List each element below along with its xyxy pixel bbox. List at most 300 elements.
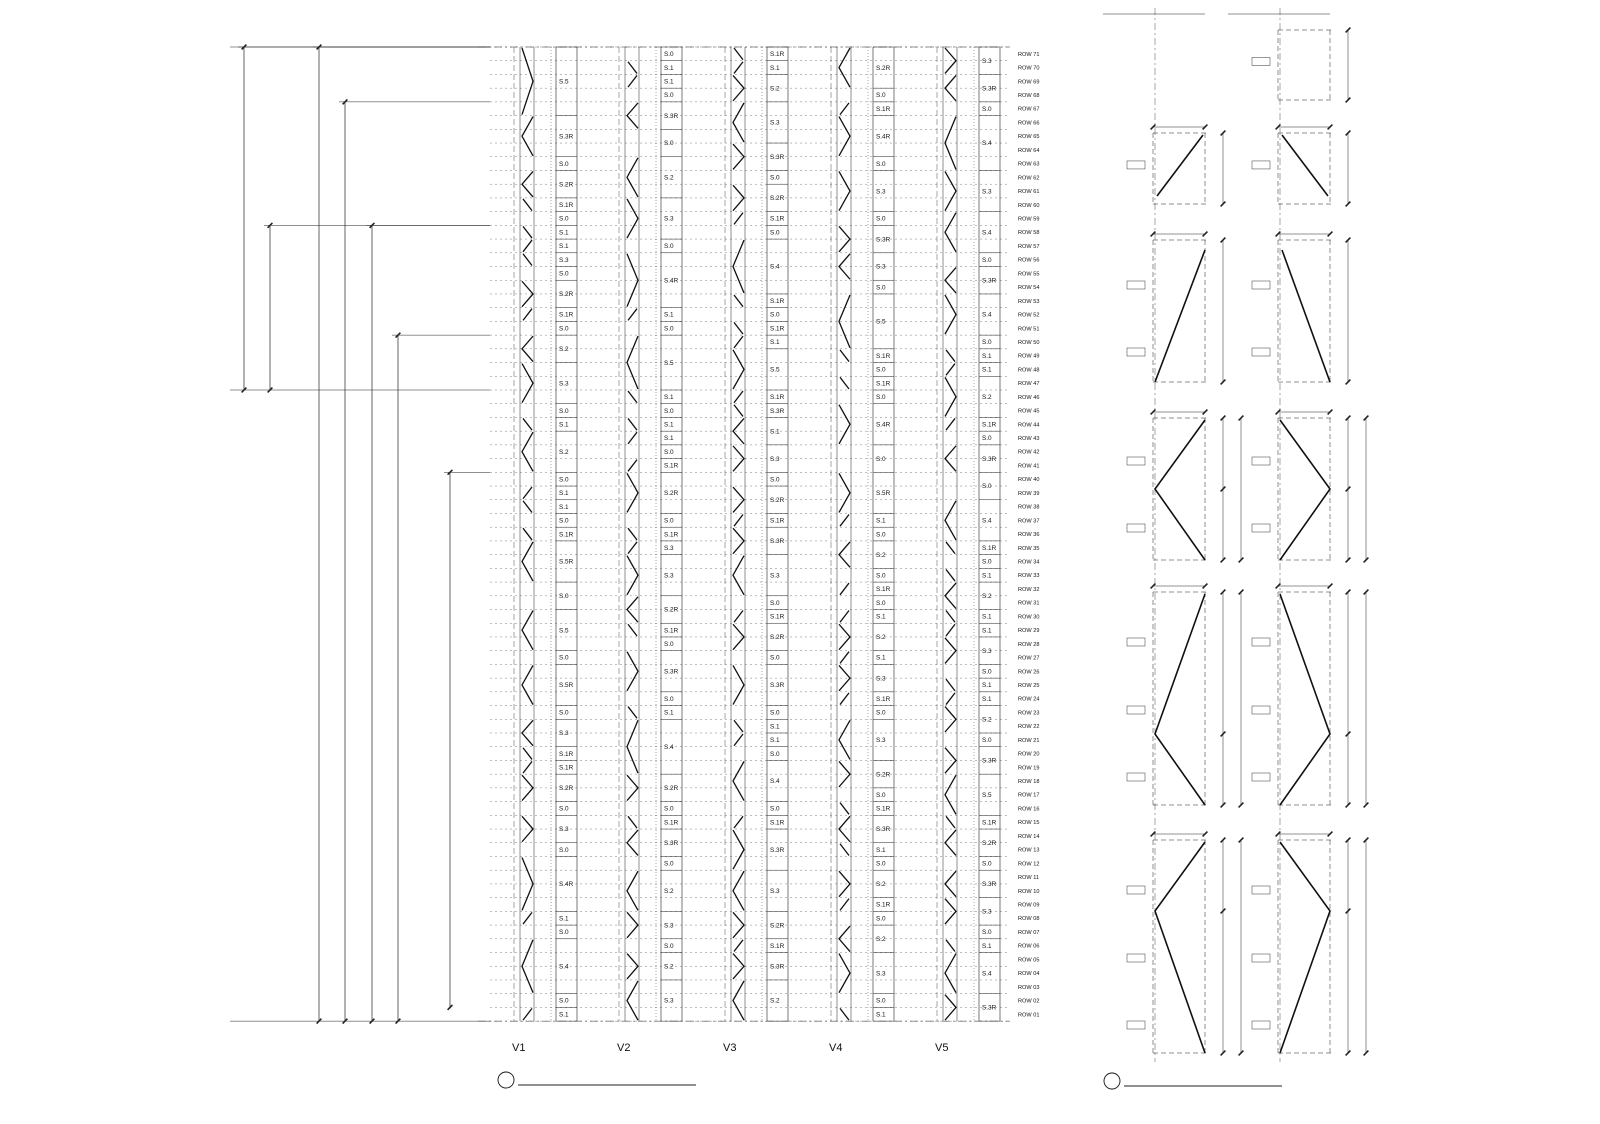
shingle-stroke: [734, 391, 743, 403]
row-label: ROW 12: [1018, 861, 1040, 868]
shingle-stroke: [522, 665, 533, 704]
row-box: [1252, 886, 1270, 894]
shingle-cell-label: S.3: [770, 119, 780, 127]
row-label: ROW 38: [1018, 504, 1040, 511]
shingle-cell-label: S.1R: [559, 764, 574, 772]
shingle-stroke: [733, 144, 744, 169]
shingle-cell-label: S.0: [876, 160, 886, 168]
shingle-cell-label: S.1: [876, 846, 886, 854]
shingle-type-ss-reversed: [1127, 410, 1243, 563]
shingle-cell-label: S.4: [770, 778, 780, 786]
shingle-cell-label: S.0: [559, 929, 569, 937]
shingle-stroke: [733, 761, 744, 800]
shingle-cell-label: S.0: [664, 517, 674, 525]
row-label: ROW 43: [1018, 436, 1040, 443]
shingle-cell-label: S.0: [664, 805, 674, 813]
shingle-stroke: [627, 199, 638, 238]
row-label: ROW 67: [1018, 106, 1040, 113]
row-box: [1252, 638, 1270, 646]
shingle-cell-label: S.3R: [664, 839, 679, 847]
shingle-stroke: [734, 48, 743, 60]
shingle-cell-label: S.3: [664, 922, 674, 930]
shingle-cell-label: S.2: [982, 394, 992, 402]
row-box: [1252, 58, 1270, 66]
row-box: [1252, 706, 1270, 714]
shingle-cell-label: S.1R: [770, 613, 785, 621]
shingle-cell-label: S.5: [982, 791, 992, 799]
shingle-cell-label: S.3: [982, 647, 992, 655]
row-label: ROW 30: [1018, 614, 1040, 621]
row-label: ROW 09: [1018, 902, 1040, 909]
shingle-stroke: [840, 803, 849, 815]
shingle-cell-label: S.1: [876, 613, 886, 621]
shingle-stroke: [734, 734, 743, 746]
shingle-cell-label: S.1: [559, 915, 569, 923]
shingle-cell-label: S.3: [770, 887, 780, 895]
shingle-cell-label: S.1R: [770, 215, 785, 223]
shingle-stroke: [733, 830, 744, 869]
shingle-stroke: [839, 48, 850, 87]
shingle-type-sl-reversed: [1127, 832, 1243, 1056]
shingle-stroke: [627, 981, 638, 1020]
shingle-stroke: [522, 48, 533, 115]
row-label: ROW 54: [1018, 285, 1040, 292]
shingle-stroke: [733, 871, 744, 910]
shingle-cell-label: S.4: [982, 229, 992, 237]
shingle-cell-label: S.3: [982, 57, 992, 65]
panel-extents: [230, 45, 490, 1024]
shingle-cell-label: S.5: [770, 366, 780, 374]
shingle-cell-label: S.2: [770, 85, 780, 93]
shingle-cell-label: S.1R: [559, 750, 574, 758]
shingle-stroke: [733, 446, 744, 471]
shingle-cell-label: S.2: [559, 346, 569, 354]
shingle-cell-label: S.2R: [876, 771, 891, 779]
shingle-stroke: [839, 954, 850, 993]
row-box: [1252, 281, 1270, 289]
shingle-profile-stroke: [1280, 842, 1330, 1053]
row-label: ROW 15: [1018, 820, 1040, 827]
vertical-label: V3: [723, 1042, 737, 1055]
shingle-cell-label: S.2: [876, 634, 886, 642]
row-label: ROW 48: [1018, 367, 1040, 374]
shingle-stroke: [734, 213, 743, 225]
row-label: ROW 49: [1018, 353, 1040, 360]
row-box: [1127, 638, 1145, 646]
shingle-cell-label: S.0: [559, 593, 569, 600]
shingle-stroke: [628, 542, 637, 554]
shingle-stroke: [840, 103, 849, 115]
shingle-stroke: [523, 199, 532, 211]
shingle-stroke: [523, 528, 532, 540]
shingle-cell-label: S.4: [559, 963, 569, 971]
row-label: ROW 13: [1018, 847, 1040, 854]
shingle-cell-label: S.0: [664, 860, 674, 868]
shingle-cell-label: S.3: [876, 263, 886, 271]
shingle-cell-label: S.3R: [770, 963, 785, 971]
row-box: [1127, 954, 1145, 962]
shingle-cell-label: S.0: [664, 942, 674, 950]
shingle-cell-label: S.5R: [559, 682, 574, 690]
shingle-cell-label: S.0: [770, 174, 780, 182]
row-label: ROW 03: [1018, 984, 1040, 991]
shingle-cell-label: S.2: [982, 716, 992, 724]
shingle-stroke: [733, 912, 744, 937]
shingle-cell-label: S.1: [664, 64, 674, 72]
shingle-cell-label: S.2: [876, 551, 886, 559]
shingle-cell-label: S.1: [559, 503, 569, 511]
shingle-stroke: [628, 309, 637, 321]
shingle-stroke: [628, 528, 637, 540]
shingle-cell-label: S.2R: [982, 839, 997, 847]
shingle-cell-label: S.4: [664, 743, 674, 751]
shingle-stroke: [522, 364, 533, 403]
shingle-stroke: [733, 185, 744, 210]
shingle-stroke: [840, 1008, 849, 1020]
row-label: ROW 62: [1018, 175, 1040, 182]
row-label: ROW 31: [1018, 600, 1040, 607]
shingle-cell-label: S.0: [876, 572, 886, 580]
row-label: ROW 56: [1018, 257, 1040, 264]
shingle-stroke: [734, 514, 743, 526]
shingle-cell-label: S.4: [770, 263, 780, 271]
shingle-cell-label: S.0: [876, 92, 886, 100]
shingle-stroke: [733, 954, 744, 979]
shingle-stroke: [945, 501, 956, 540]
row-label: ROW 41: [1018, 463, 1040, 470]
shingle-stroke: [946, 418, 955, 430]
row-label: ROW 70: [1018, 65, 1040, 72]
shingle-stroke: [839, 473, 850, 512]
shingle-stroke: [840, 350, 849, 362]
row-label: ROW 14: [1018, 833, 1040, 840]
shingle-cell-label: S.3R: [770, 682, 785, 690]
shingle-stroke: [523, 309, 532, 321]
shingle-cell-label: S.0: [664, 641, 674, 649]
row-label: ROW 51: [1018, 326, 1040, 333]
shingle-cell-label: S.0: [664, 51, 674, 59]
shingle-type-sl: [1252, 832, 1368, 1056]
shingle-cell-label: S.3R: [559, 133, 574, 141]
row-label: ROW 04: [1018, 971, 1040, 978]
side-header: [1103, 8, 1205, 1062]
shingle-stroke: [839, 405, 850, 444]
shingle-cell-label: S.2R: [559, 181, 574, 189]
shingle-cell-label: S.1: [770, 64, 780, 72]
shingle-cell-label: S.0: [559, 407, 569, 415]
row-box: [1252, 773, 1270, 781]
shingle-stroke: [840, 652, 849, 664]
row-box: [1127, 706, 1145, 714]
row-label: ROW 23: [1018, 710, 1040, 717]
shingle-cell-label: S.3R: [664, 668, 679, 676]
shingle-cell-label: S.0: [559, 215, 569, 223]
shingle-cell-label: S.0: [876, 709, 886, 717]
shingle-stroke: [522, 542, 533, 581]
shingle-type-long: [1252, 232, 1350, 385]
shingle-stroke: [733, 103, 744, 142]
row-label: ROW 29: [1018, 628, 1040, 635]
shingle-cell-label: S.3: [664, 544, 674, 552]
shingle-cell-label: S.1R: [664, 819, 679, 827]
shingle-stroke: [840, 899, 849, 911]
shingle-type-blank: [1252, 28, 1350, 103]
shingle-cell-label: S.3R: [876, 236, 891, 244]
shingle-stroke: [523, 487, 532, 499]
row-label: ROW 63: [1018, 161, 1040, 168]
shingle-cell-label: S.4: [982, 311, 992, 319]
shingle-stroke: [734, 62, 743, 74]
row-label: ROW 53: [1018, 298, 1040, 305]
vertical-label: V4: [829, 1042, 843, 1055]
shingle-cell-label: S.1R: [876, 352, 891, 360]
shingle-stroke: [946, 364, 955, 376]
shingle-cell-label: S.2R: [664, 785, 679, 793]
shingle-cell-label: S.0: [770, 750, 780, 758]
shingle-cell-label: S.1: [982, 695, 992, 703]
shingle-stroke: [523, 912, 532, 924]
shingle-cell-label: S.1: [664, 311, 674, 319]
shingle-stroke: [840, 693, 849, 705]
shingle-cell-label: S.1: [770, 737, 780, 745]
shingle-type-short: [1252, 125, 1350, 207]
shingle-cell-label: S.0: [559, 476, 569, 484]
row-label: ROW 59: [1018, 216, 1040, 223]
shingle-cell-label: S.0: [982, 105, 992, 113]
shingle-cell-label: S.1R: [770, 819, 785, 827]
row-box: [1127, 524, 1145, 532]
shingle-cell-label: S.3: [982, 188, 992, 196]
shingle-cell-label: S.1: [982, 627, 992, 635]
shingle-stroke: [945, 954, 956, 993]
shingle-cell-label: S.0: [770, 476, 780, 484]
shingle-cell-label: S.3: [559, 256, 569, 264]
shingle-cell-label: S.0: [664, 243, 674, 251]
shingle-cell-label: S.0: [982, 929, 992, 937]
shingle-stroke: [733, 624, 744, 649]
row-label: ROW 20: [1018, 751, 1040, 758]
row-label: ROW 66: [1018, 120, 1040, 127]
shingle-cell-label: S.4R: [876, 133, 891, 141]
shingle-cell-label: S.3R: [982, 757, 997, 765]
shingle-cell-label: S.1: [664, 421, 674, 429]
row-label: ROW 36: [1018, 532, 1040, 539]
shingle-cell-label: S.2R: [559, 291, 574, 299]
shingle-cell-label: S.1R: [876, 805, 891, 813]
row-label: ROW 24: [1018, 696, 1040, 703]
shingle-cell-label: S.3: [664, 215, 674, 223]
shingle-cell-label: S.4: [982, 970, 992, 978]
shingle-cell-label: S.3R: [664, 112, 679, 120]
shingle-type-ss: [1252, 410, 1368, 563]
drawing-title-block: [1104, 1073, 1282, 1089]
shingle-cell-label: S.2: [664, 963, 674, 971]
shingle-cell-label: S.0: [770, 709, 780, 717]
shingle-cell-label: S.0: [876, 860, 886, 868]
shingle-cell-label: S.3: [770, 572, 780, 580]
shingle-stroke: [946, 624, 955, 636]
shingle-stroke: [627, 473, 638, 512]
row-grid: [478, 47, 1010, 1021]
shingle-stroke: [946, 816, 955, 828]
shingle-stroke: [840, 514, 849, 526]
shingle-stroke: [840, 844, 849, 856]
row-label: ROW 18: [1018, 779, 1040, 786]
row-label: ROW 55: [1018, 271, 1040, 278]
shingle-cell-label: S.0: [876, 531, 886, 539]
vertical-label: V1: [512, 1042, 526, 1055]
shingle-stroke: [523, 254, 532, 266]
row-label: ROW 19: [1018, 765, 1040, 772]
shingle-stroke: [946, 350, 955, 362]
shingle-cell-label: S.3R: [982, 881, 997, 889]
shingle-stroke: [522, 611, 533, 650]
shingle-cell-label: S.0: [559, 270, 569, 278]
shingle-cell-label: S.0: [876, 455, 886, 463]
shingle-cell-label: S.1R: [876, 105, 891, 113]
shingle-cell-label: S.4R: [559, 881, 574, 889]
shingle-cell-label: S.0: [559, 517, 569, 525]
shingle-cell-label: S.0: [559, 997, 569, 1005]
shingle-cell-label: S.3R: [982, 277, 997, 285]
shingle-stroke: [733, 75, 744, 100]
shingle-type-short-reversed: [1127, 125, 1225, 207]
row-label: ROW 69: [1018, 79, 1040, 86]
shingle-stroke: [945, 171, 956, 210]
shingle-profile-stroke: [1280, 420, 1330, 560]
shingle-cell-label: S.2R: [770, 496, 785, 504]
shingle-stroke: [733, 487, 744, 512]
shingle-cell-label: S.2R: [770, 634, 785, 642]
shingle-profile-stroke: [1157, 135, 1203, 196]
row-label: ROW 46: [1018, 394, 1040, 401]
shingle-cell-label: S.0: [559, 805, 569, 813]
row-label: ROW 21: [1018, 737, 1040, 744]
shingle-cell-label: S.0: [664, 325, 674, 333]
shingle-stroke: [628, 62, 637, 74]
shingle-stroke: [839, 720, 850, 759]
row-label: ROW 68: [1018, 93, 1040, 100]
row-label: ROW 50: [1018, 339, 1040, 346]
row-label: ROW 01: [1018, 1012, 1040, 1019]
shingle-profile-stroke: [1282, 135, 1328, 196]
shingle-stroke: [734, 720, 743, 732]
shingle-cell-label: S.1R: [876, 380, 891, 388]
row-label: ROW 60: [1018, 202, 1040, 209]
shingle-stroke: [945, 377, 956, 416]
shingle-cell-label: S.0: [664, 695, 674, 703]
shingle-cell-label: S.0: [770, 229, 780, 237]
title-number-circle: [498, 1072, 514, 1088]
row-labels: [1018, 52, 1039, 1018]
shingle-cell-label: S.1R: [876, 586, 891, 594]
shingle-stroke: [945, 295, 956, 334]
vertical-label: V5: [935, 1042, 949, 1055]
shingle-stroke: [627, 158, 638, 197]
shingle-cell-label: S.1: [982, 942, 992, 950]
shingle-cell-label: S.1R: [770, 517, 785, 525]
shingle-cell-label: S.1R: [559, 531, 574, 539]
row-label: ROW 17: [1018, 792, 1040, 799]
shingle-cell-label: S.0: [876, 394, 886, 402]
shingle-profile-stroke: [1155, 842, 1205, 1053]
shingle-cell-label: S.3: [559, 730, 569, 738]
shingle-stroke: [628, 75, 637, 87]
shingle-cell-label: S.0: [876, 284, 886, 292]
shingle-stroke: [733, 665, 744, 704]
shingle-profile-stroke: [1280, 594, 1330, 805]
shingle-cell-label: S.0: [559, 709, 569, 717]
shingle-cell-label: S.1: [876, 654, 886, 662]
shingle-stroke: [733, 556, 744, 595]
shingle-stroke: [840, 611, 849, 623]
row-label: ROW 71: [1018, 51, 1040, 58]
shingle-cell-label: S.0: [876, 997, 886, 1005]
row-box: [1252, 954, 1270, 962]
shingle-cell-label: S.2R: [664, 490, 679, 498]
row-box: [1252, 348, 1270, 356]
row-label: ROW 64: [1018, 147, 1040, 154]
vertical-label: V2: [617, 1042, 631, 1055]
shingle-cell-label: S.0: [982, 860, 992, 868]
shingle-cell-label: S.1R: [559, 201, 574, 209]
shingle-cell-label: S.1R: [770, 942, 785, 950]
row-box: [1127, 457, 1145, 465]
shingle-stroke: [628, 624, 637, 636]
shingle-cell-label: S.0: [876, 791, 886, 799]
shingle-stroke: [523, 1008, 532, 1020]
shingle-cell-label: S.3R: [982, 85, 997, 93]
shingle-cell-label: S.3: [876, 675, 886, 683]
shingle-stroke: [946, 611, 955, 623]
shingle-stroke: [734, 336, 743, 348]
shingle-cell-label: S.3: [876, 188, 886, 196]
shingle-cell-label: S.0: [876, 366, 886, 374]
shingle-cell-label: S.0: [559, 846, 569, 854]
shingle-cell-label: S.5R: [559, 558, 574, 566]
shingle-cell-label: S.5: [559, 78, 569, 86]
shingle-stroke: [522, 432, 533, 471]
shingle-stroke: [734, 611, 743, 623]
shingle-cell-label: S.1: [559, 243, 569, 251]
shingle-cell-label: S.0: [664, 140, 674, 148]
shingle-cell-label: S.3: [982, 908, 992, 916]
row-label: ROW 57: [1018, 243, 1040, 250]
shingle-cell-label: S.0: [982, 737, 992, 745]
shingle-cell-label: S.3: [559, 380, 569, 388]
shingle-cell-label: S.2: [876, 881, 886, 889]
shingle-stroke: [522, 117, 533, 156]
shingle-cell-label: S.3R: [770, 407, 785, 415]
row-label: ROW 45: [1018, 408, 1040, 415]
shingle-cell-label: S.3: [664, 572, 674, 580]
shingle-profile-stroke: [1155, 594, 1205, 805]
shingle-cell-label: S.4R: [664, 277, 679, 285]
shingle-stroke: [734, 322, 743, 334]
row-label: ROW 11: [1018, 875, 1040, 882]
shingle-stroke: [946, 569, 955, 581]
shingle-type-long-reversed: [1127, 232, 1225, 385]
shingle-cell-label: S.1: [876, 517, 886, 525]
shingle-cell-label: S.1R: [770, 298, 785, 306]
shingle-stroke: [523, 226, 532, 238]
shingle-cell-label: S.2: [559, 448, 569, 456]
row-label: ROW 34: [1018, 559, 1040, 566]
shingle-cell-label: S.4: [982, 517, 992, 525]
shingle-cell-label: S.1R: [664, 627, 679, 635]
shingle-stroke: [523, 501, 532, 513]
shingle-cell-label: S.0: [770, 654, 780, 662]
